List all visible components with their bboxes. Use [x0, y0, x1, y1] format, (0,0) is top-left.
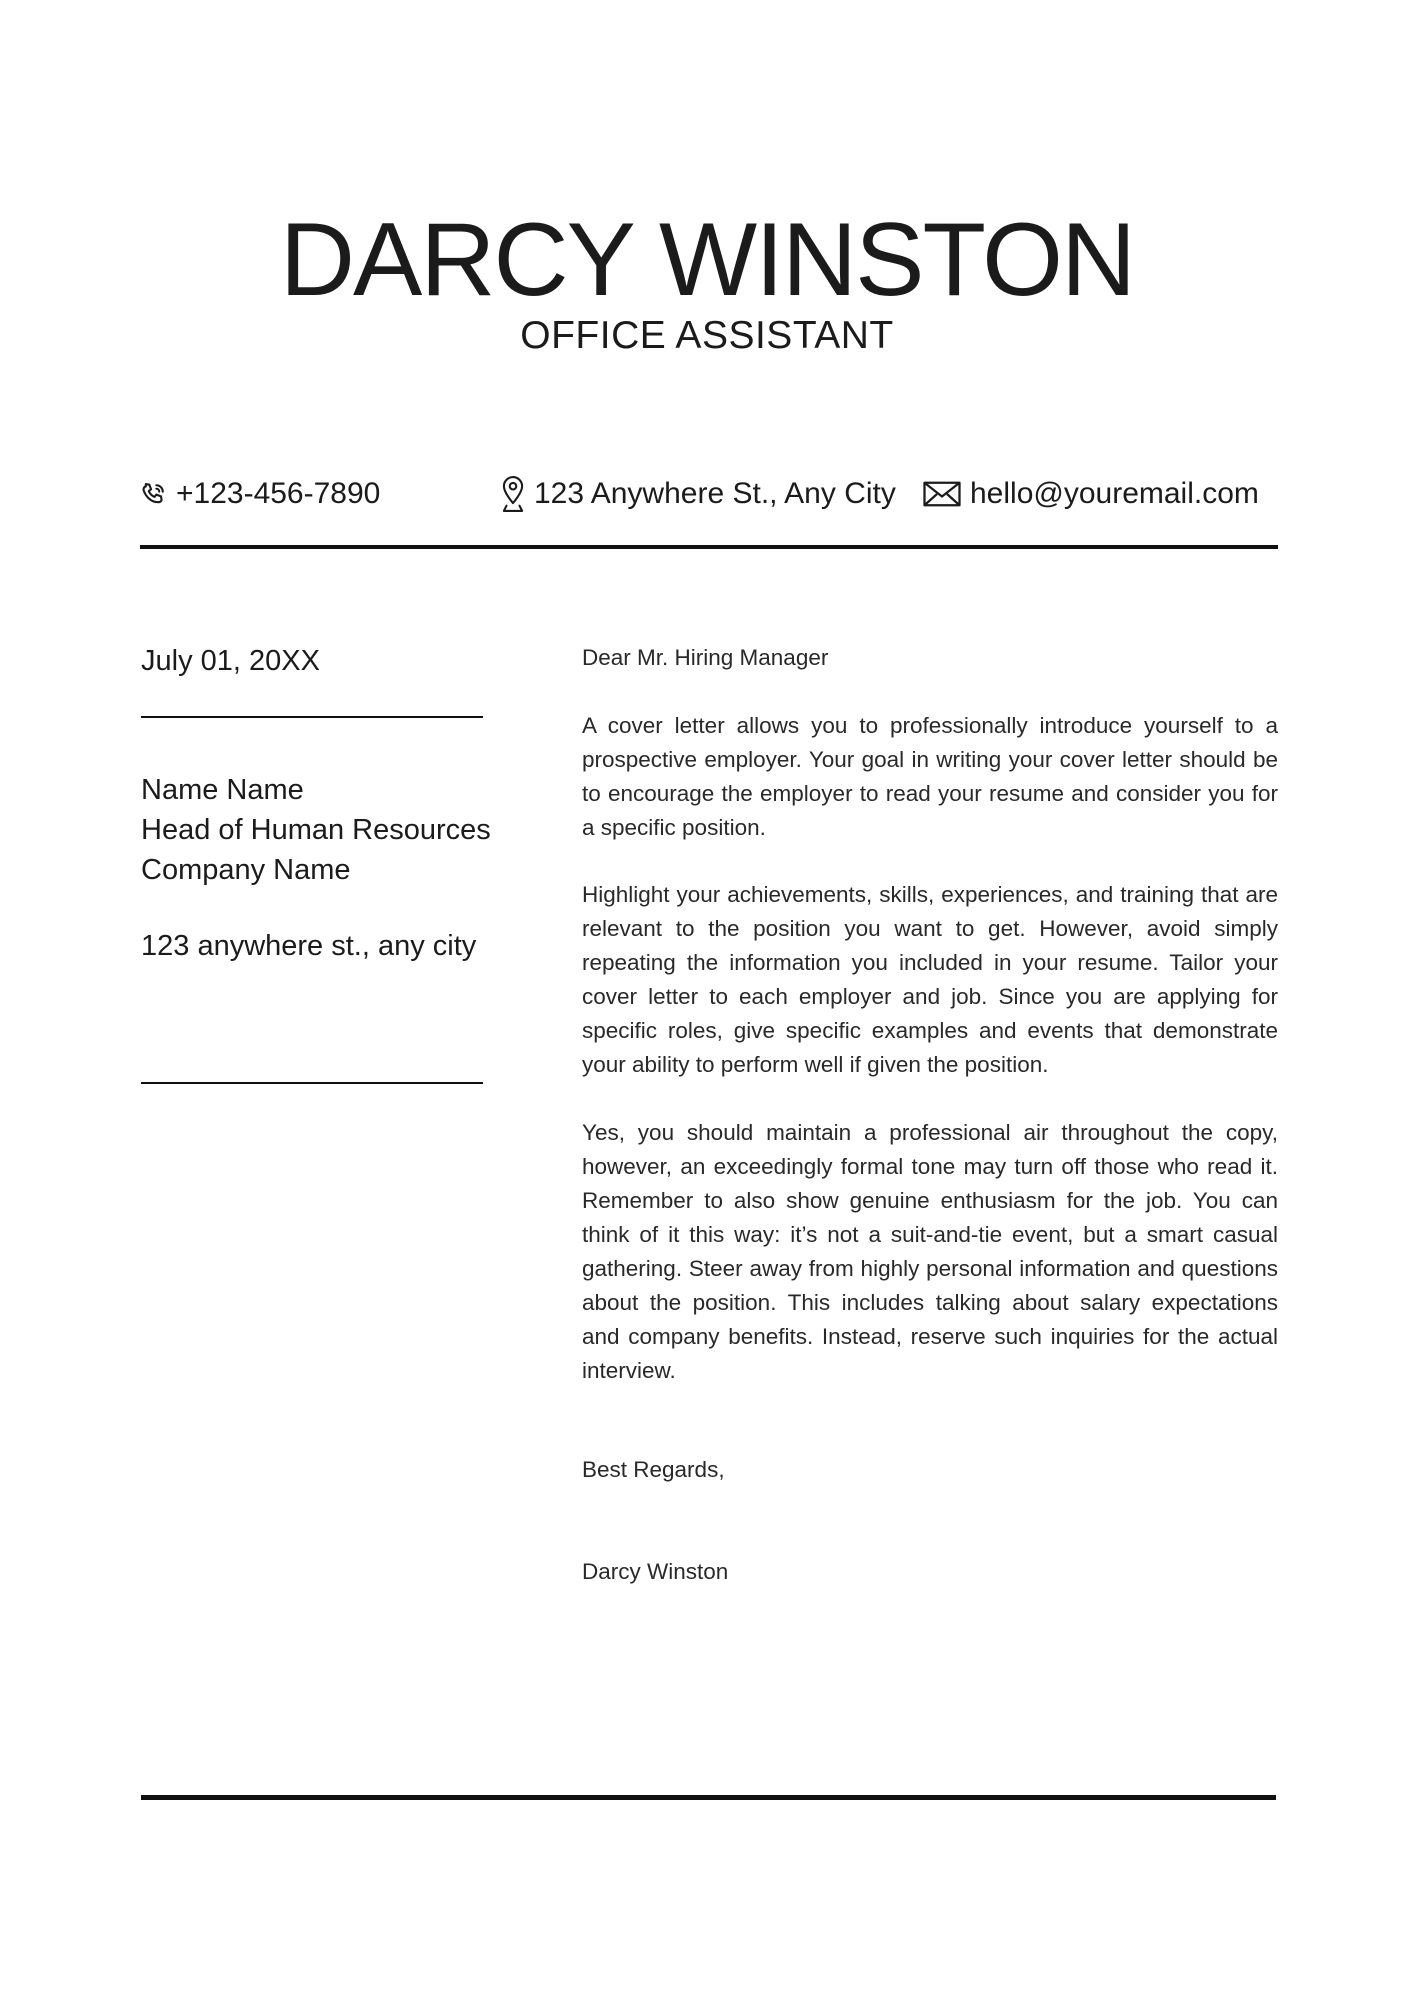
email-address[interactable]: hello@youremail.com [970, 477, 1259, 510]
address-text: 123 Anywhere St., Any City [534, 477, 896, 510]
recipient-title: Head of Human Resources [141, 814, 491, 846]
letter-signature: Darcy Winston [582, 1559, 729, 1584]
applicant-role: OFFICE ASSISTANT [520, 314, 894, 357]
recipient-address: 123 anywhere st., any city [141, 930, 477, 962]
letter-closing: Best Regards, [582, 1457, 725, 1482]
sidebar-divider-bottom [141, 1082, 483, 1084]
contact-phone [140, 472, 380, 516]
contact-address [500, 472, 896, 516]
location-pin-icon [500, 474, 526, 514]
phone-number: +123-456-7890 [176, 477, 381, 510]
sidebar-divider-top [141, 716, 483, 718]
contact-email [922, 472, 1259, 516]
header-divider [140, 545, 1278, 549]
letter-paragraph: Highlight your achievements, skills, experiences, and training that are relevant to the position you want to get. However, avoid simply repeating the information you included in your resume. Tailor your cover letter to each employer and job. Since you are applying for specific roles, give specific examples and events that demonstrate your ability to perform well if given the position. [582, 882, 1278, 1077]
letter-paragraph: A cover letter allows you to professionally introduce yourself to a prospective employer. Your goal in writing your cover letter should be to encourage the employer to read your resume and consider you for a specific position. [582, 713, 1278, 840]
envelope-icon [922, 479, 962, 509]
letter-date: July 01, 20XX [141, 645, 320, 677]
applicant-name: DARCY WINSTON [279, 202, 1135, 318]
recipient-block [141, 770, 491, 890]
letter-paragraph: Yes, you should maintain a professional air throughout the copy, however, an exceedingly formal tone may turn off those who read it. Remember to also show genuine enthusiasm for the job. You can think of it this way: it’s not a suit-and-tie event, but a smart casual gathering. Steer away from highly personal information and questions about the position. This includes talking about salary expectations and company benefits. Instead, reserve such inquiries for the actual interview. [582, 1120, 1278, 1383]
letter-salutation: Dear Mr. Hiring Manager [582, 645, 829, 670]
phone-icon [140, 480, 168, 508]
recipient-company: Company Name [141, 854, 351, 886]
footer-divider [141, 1795, 1276, 1800]
recipient-name: Name Name [141, 774, 304, 806]
